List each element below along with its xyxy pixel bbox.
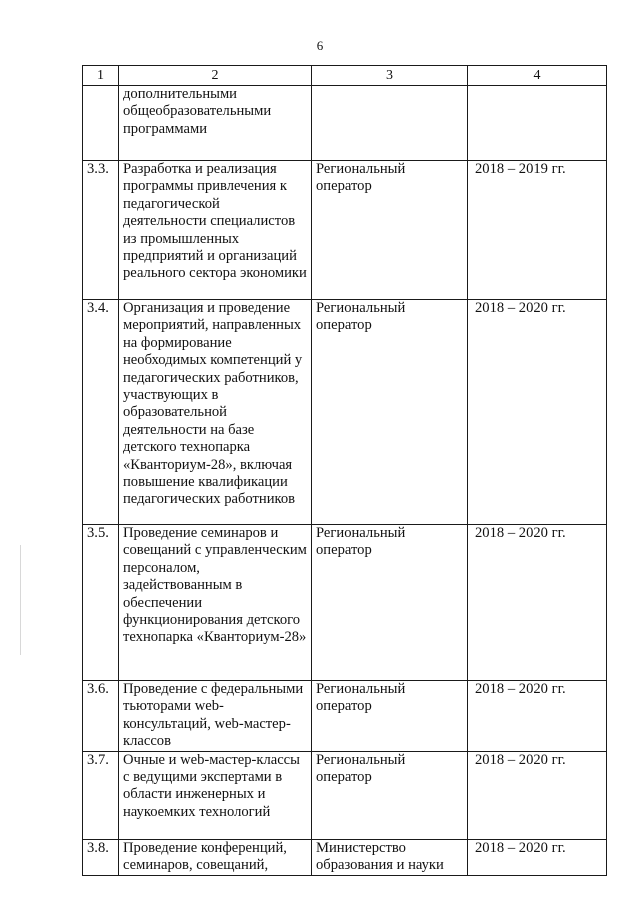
table-row: [83, 751, 607, 839]
row-number: 3.4.: [83, 300, 119, 525]
row-number: [83, 86, 119, 161]
table-row: [83, 161, 607, 300]
header-col-3: 3: [312, 66, 468, 86]
executor-cell: Региональный оператор: [312, 751, 468, 839]
task-cell: [119, 86, 312, 161]
term-cell: 2018 – 2020 гг.: [468, 300, 607, 525]
task-cell: [119, 525, 312, 681]
row-number: 3.3.: [83, 161, 119, 300]
executor-cell: Региональный оператор: [312, 300, 468, 525]
task-text: Разработка и реализация программы привлечения к педагогической деятельности специалистов из промышленных предприятий и организаций реального сектора экономики: [123, 161, 307, 282]
term-cell: 2018 – 2020 гг.: [468, 839, 607, 875]
task-text: Проведение с федеральными тьюторами web-консультаций, web-мастер-классов: [123, 681, 304, 750]
page-number: 6: [316, 38, 324, 53]
header-col-2: 2: [119, 66, 312, 86]
task-cell: [119, 300, 312, 525]
executor-cell: Региональный оператор: [312, 161, 468, 300]
term-cell: [468, 86, 607, 161]
executor-cell: Региональный оператор: [312, 681, 468, 752]
task-text: дополнительными общеобразовательными программами: [123, 86, 272, 137]
plan-table: [82, 65, 607, 876]
table-header-row: [83, 66, 607, 86]
term-cell: 2018 – 2020 гг.: [468, 751, 607, 839]
task-text: Очные и web-мастер-классы с ведущими экспертами в области инженерных и наукоемких технологий: [123, 751, 300, 820]
header-col-1: 1: [83, 66, 119, 86]
row-number: 3.6.: [83, 681, 119, 752]
task-cell: [119, 681, 312, 752]
table-row: [83, 86, 607, 161]
task-text: Организация и проведение мероприятий, направленных на формирование необходимых компетенций у педагогических работников, участвующих в образовательной деятельности на базе детского технопарка «Кванториум-28», включая повышение квалификации педагогических работников: [123, 300, 303, 508]
term-cell: 2018 – 2020 гг.: [468, 681, 607, 752]
executor-cell: [312, 86, 468, 161]
table-row: [83, 525, 607, 681]
task-cell: [119, 839, 312, 875]
term-cell: 2018 – 2019 гг.: [468, 161, 607, 300]
scan-margin-mark: [20, 545, 21, 655]
row-number: 3.8.: [83, 839, 119, 875]
term-cell: 2018 – 2020 гг.: [468, 525, 607, 681]
task-cell: [119, 161, 312, 300]
table-row: [83, 681, 607, 752]
task-text: Проведение конференций, семинаров, совещаний,: [123, 839, 287, 874]
task-cell: [119, 751, 312, 839]
executor-cell: Министерство образования и науки: [312, 839, 468, 875]
header-col-4: 4: [468, 66, 607, 86]
executor-cell: Региональный оператор: [312, 525, 468, 681]
row-number: 3.7.: [83, 751, 119, 839]
row-number: 3.5.: [83, 525, 119, 681]
table-row: [83, 839, 607, 875]
table-row: [83, 300, 607, 525]
task-text: Проведение семинаров и совещаний с управленческим персоналом, задействованным в обеспечении функционирования детского технопарка «Кванториум-28»: [123, 525, 307, 646]
